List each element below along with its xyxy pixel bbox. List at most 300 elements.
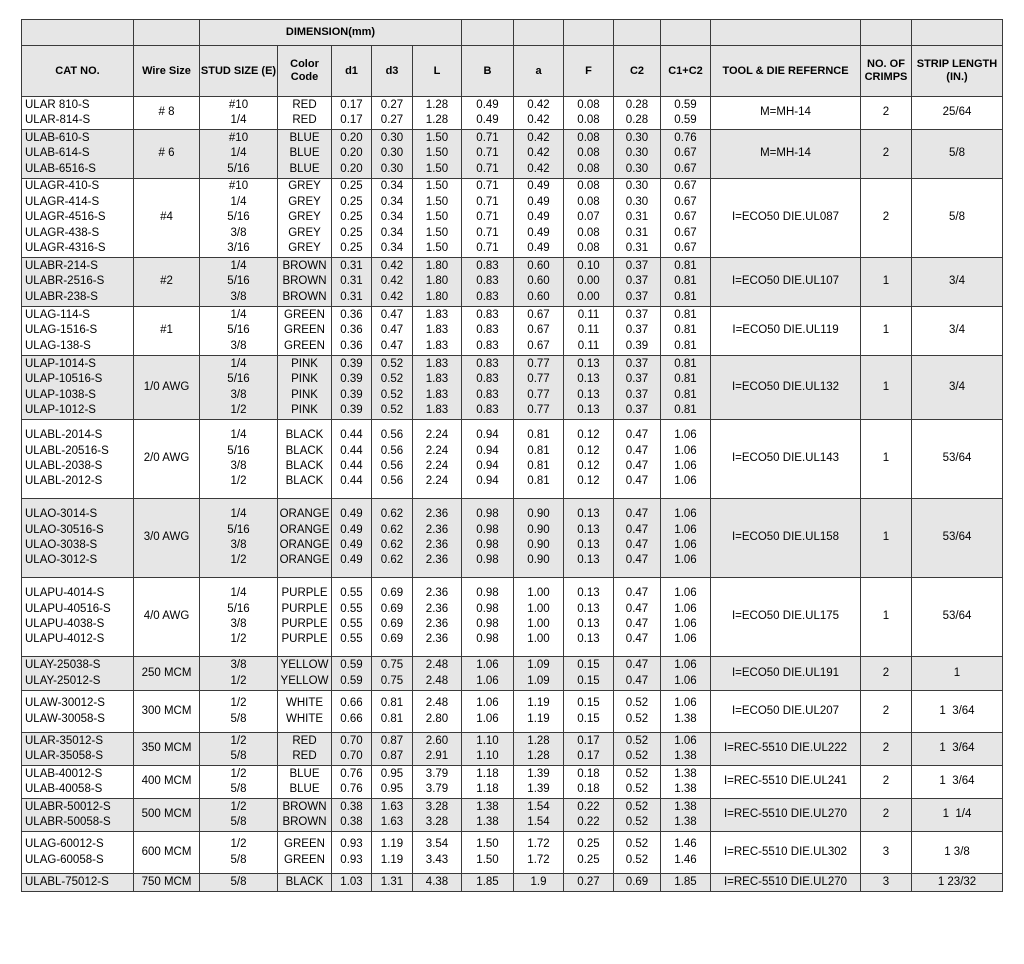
d1-cell-line: 0.36	[340, 339, 363, 352]
b-cell	[462, 420, 514, 499]
c2-cell-line: 0.37	[625, 324, 649, 337]
c1c2-cell-line: 0.81	[674, 388, 697, 401]
b-cell-line: 0.71	[476, 147, 499, 160]
c2-cell-line: 0.37	[625, 357, 649, 370]
cat-no-cell	[22, 130, 134, 179]
a-cell-line: 1.09	[527, 659, 550, 672]
f-cell-line: 0.08	[577, 242, 600, 255]
stud-size-cell	[200, 733, 278, 766]
a-cell-line: 0.77	[527, 373, 550, 386]
a-cell-line: 0.49	[527, 211, 550, 224]
crimps-cell: 2	[861, 766, 912, 799]
l-cell-line: 3.28	[425, 816, 449, 828]
c2-cell-line: 0.30	[625, 180, 649, 193]
cat-no-cell-line: ULABR-50058-S	[25, 816, 111, 828]
b-cell-line: 0.83	[476, 308, 499, 321]
f-cell	[564, 307, 614, 356]
f-cell	[564, 130, 614, 179]
color-code-cell-line: PINK	[291, 357, 318, 370]
c1c2-cell-line: 1.38	[674, 816, 697, 828]
f-cell-line: 0.08	[577, 226, 600, 239]
a-cell-line: 1.72	[527, 853, 550, 866]
d3-cell-line: 0.47	[380, 324, 404, 337]
color-code-cell-line: PURPLE	[281, 618, 328, 630]
c2-cell-line: 0.52	[625, 816, 649, 828]
l-cell-line: 2.24	[425, 444, 449, 457]
strip-length-cell: 53/64	[912, 578, 1003, 657]
a-cell-line: 0.81	[527, 429, 550, 442]
b-cell	[462, 130, 514, 179]
cat-no-cell-line: ULAB-40058-S	[25, 783, 103, 795]
d3-cell	[372, 420, 413, 499]
color-code-cell-line: ORANGE	[279, 554, 330, 567]
f-cell-line: 0.08	[577, 147, 600, 160]
d1-cell-line: 0.17	[340, 114, 363, 126]
a-cell	[514, 799, 564, 832]
cat-no-cell-line: ULAPU-4014-S	[25, 587, 105, 600]
color-code-cell-line: BROWN	[282, 275, 327, 288]
l-cell-line: 1.50	[425, 226, 449, 239]
c1c2-cell-line: 0.81	[674, 324, 697, 337]
c2-cell-line: 0.52	[625, 838, 649, 851]
c2-cell-line: 0.47	[625, 508, 649, 521]
c1c2-cell	[661, 832, 711, 874]
stud-size-cell-line: 1/2	[230, 734, 247, 747]
c1c2-cell-line: 0.67	[674, 226, 697, 239]
strip-length-cell: 1	[912, 657, 1003, 691]
cat-no-cell-line: ULAPU-4038-S	[25, 618, 105, 630]
cat-no-cell-line: ULAG-60012-S	[25, 838, 104, 851]
f-cell-line: 0.18	[577, 783, 600, 795]
header-dimension: DIMENSION(mm)	[200, 20, 462, 46]
cat-no-cell-line: ULAY-25038-S	[25, 659, 101, 672]
f-cell-line: 0.10	[577, 259, 600, 272]
cat-no-cell	[22, 691, 134, 733]
header-d1: d1	[332, 46, 372, 97]
stud-size-cell-line: 5/16	[227, 211, 250, 224]
f-cell-line: 0.13	[577, 618, 600, 630]
wire-size-cell: #4	[134, 179, 200, 258]
d1-cell-line: 0.44	[340, 475, 363, 488]
a-cell	[514, 258, 564, 307]
c2-cell	[614, 733, 661, 766]
a-cell-line: 0.49	[527, 226, 550, 239]
a-cell-line: 0.81	[527, 460, 550, 472]
f-cell	[564, 874, 614, 892]
b-cell	[462, 832, 514, 874]
color-code-cell	[278, 499, 332, 578]
a-cell-line: 0.60	[527, 290, 550, 303]
d3-cell-line: 0.62	[380, 523, 404, 536]
l-cell-line: 1.50	[425, 211, 449, 224]
a-cell-line: 1.54	[527, 800, 550, 813]
c1c2-cell-line: 1.06	[674, 674, 697, 687]
color-code-cell-line: BLACK	[285, 429, 324, 442]
d1-cell-line: 0.44	[340, 444, 363, 457]
color-code-cell	[278, 766, 332, 799]
color-code-cell-line: WHITE	[285, 712, 324, 725]
wire-size-cell: 600 MCM	[134, 832, 200, 874]
crimps-cell: 1	[861, 258, 912, 307]
f-cell-line: 0.13	[577, 357, 600, 370]
d1-cell	[332, 766, 372, 799]
table-row	[22, 657, 1003, 691]
f-cell	[564, 691, 614, 733]
b-cell-line: 0.71	[476, 162, 499, 175]
a-cell-line: 0.90	[527, 539, 550, 551]
l-cell-line: 3.54	[425, 838, 449, 851]
color-code-cell	[278, 179, 332, 258]
c1c2-cell-line: 1.06	[674, 602, 697, 615]
a-cell	[514, 130, 564, 179]
wire-size-cell: 4/0 AWG	[134, 578, 200, 657]
d3-cell-line: 1.19	[380, 853, 404, 866]
c1c2-cell-line: 0.81	[674, 357, 697, 370]
c1c2-cell	[661, 499, 711, 578]
f-cell-line: 0.12	[577, 460, 600, 472]
l-cell-line: 2.48	[425, 659, 449, 672]
strip-length-cell: 1 23/32	[912, 874, 1003, 892]
strip-length-cell: 3/4	[912, 307, 1003, 356]
c1c2-cell-line: 1.06	[674, 554, 697, 567]
d1-cell-line: 0.66	[340, 712, 363, 725]
f-cell-line: 0.12	[577, 444, 600, 457]
f-cell-line: 0.08	[577, 98, 600, 111]
wire-size-cell: #1	[134, 307, 200, 356]
table-row	[22, 578, 1003, 657]
c2-cell-line: 0.37	[625, 373, 649, 386]
a-cell	[514, 733, 564, 766]
b-cell-line: 0.71	[476, 242, 499, 255]
cat-no-cell-line: ULABL-2012-S	[25, 475, 103, 488]
b-cell-line: 0.98	[476, 602, 499, 615]
stud-size-cell	[200, 499, 278, 578]
tool-die-cell: I=ECO50 DIE.UL132	[711, 356, 861, 420]
f-cell-line: 0.00	[577, 275, 600, 288]
header-blank	[514, 20, 564, 46]
a-cell-line: 1.00	[527, 633, 550, 646]
c2-cell	[614, 356, 661, 420]
d1-cell-line: 0.25	[340, 211, 363, 224]
c2-cell	[614, 179, 661, 258]
color-code-cell-line: BROWN	[282, 800, 327, 813]
c2-cell-line: 0.52	[625, 767, 649, 780]
stud-size-cell-line: 1/2	[230, 767, 247, 780]
d1-cell-line: 0.17	[340, 98, 363, 111]
b-cell	[462, 97, 514, 130]
strip-length-cell: 5/8	[912, 179, 1003, 258]
c2-cell-line: 0.52	[625, 853, 649, 866]
cat-no-cell-line: ULABL-2038-S	[25, 460, 103, 472]
color-code-cell-line: GREY	[288, 242, 321, 255]
cat-no-cell-line: ULABR-50012-S	[25, 800, 111, 813]
strip-length-cell: 53/64	[912, 499, 1003, 578]
stud-size-cell-line: #10	[228, 180, 249, 193]
f-cell-line: 0.13	[577, 602, 600, 615]
c1c2-cell-line: 1.85	[674, 875, 697, 888]
a-cell-line: 1.00	[527, 618, 550, 630]
crimps-cell: 2	[861, 799, 912, 832]
f-cell-line: 0.13	[577, 508, 600, 521]
l-cell-line: 1.50	[425, 180, 449, 193]
a-cell-line: 1.54	[527, 816, 550, 828]
wire-size-cell: 750 MCM	[134, 874, 200, 892]
l-cell-line: 2.24	[425, 429, 449, 442]
stud-size-cell-line: 1/2	[230, 697, 247, 710]
b-cell	[462, 691, 514, 733]
spec-table-container	[21, 19, 1003, 892]
stud-size-cell-line: 1/2	[230, 674, 247, 687]
table-row	[22, 874, 1003, 892]
d3-cell-line: 0.62	[380, 539, 404, 551]
c1c2-cell-line: 1.06	[674, 633, 697, 646]
d3-cell-line: 1.63	[380, 800, 404, 813]
b-cell-line: 0.98	[476, 633, 499, 646]
strip-length-cell: 3/4	[912, 356, 1003, 420]
c2-cell-line: 0.52	[625, 697, 649, 710]
color-code-cell-line: GREY	[288, 180, 321, 193]
cat-no-cell-line: ULAR-814-S	[25, 114, 91, 126]
c2-cell-line: 0.30	[625, 131, 649, 144]
f-cell-line: 0.08	[577, 114, 600, 126]
d1-cell-line: 0.59	[340, 659, 363, 672]
d1-cell-line: 0.20	[340, 131, 363, 144]
c2-cell	[614, 499, 661, 578]
d1-cell-line: 0.70	[340, 734, 363, 747]
b-cell-line: 0.98	[476, 554, 499, 567]
d1-cell	[332, 832, 372, 874]
c2-cell	[614, 874, 661, 892]
stud-size-cell	[200, 130, 278, 179]
d3-cell	[372, 499, 413, 578]
b-cell-line: 1.85	[476, 875, 499, 888]
tool-die-cell: I=ECO50 DIE.UL143	[711, 420, 861, 499]
c2-cell-line: 0.28	[625, 98, 649, 111]
header-blank	[22, 20, 134, 46]
d1-cell-line: 0.44	[340, 429, 363, 442]
l-cell-line: 2.24	[425, 460, 449, 472]
a-cell-line: 0.77	[527, 388, 550, 401]
l-cell-line: 2.36	[425, 602, 449, 615]
stud-size-cell-line: 1/4	[230, 308, 247, 321]
l-cell-line: 1.83	[425, 308, 449, 321]
l-cell-line: 2.36	[425, 508, 449, 521]
color-code-cell	[278, 356, 332, 420]
b-cell-line: 0.98	[476, 618, 499, 630]
wire-size-cell: 2/0 AWG	[134, 420, 200, 499]
b-cell-line: 0.71	[476, 226, 499, 239]
d1-cell-line: 0.25	[340, 180, 363, 193]
b-cell	[462, 258, 514, 307]
l-cell-line: 2.60	[425, 734, 449, 747]
cat-no-cell-line: ULAGR-438-S	[25, 226, 100, 239]
b-cell-line: 1.06	[476, 712, 499, 725]
b-cell	[462, 874, 514, 892]
f-cell-line: 0.07	[577, 211, 600, 224]
c2-cell-line: 0.47	[625, 659, 649, 672]
d3-cell-line: 0.27	[380, 98, 404, 111]
cat-no-cell-line: ULABR-238-S	[25, 290, 98, 303]
cat-no-cell-line: ULABL-2014-S	[25, 429, 103, 442]
cat-no-cell-line: ULAP-1012-S	[25, 403, 96, 416]
stud-size-cell-line: 3/8	[230, 659, 247, 672]
color-code-cell	[278, 832, 332, 874]
d3-cell-line: 0.52	[380, 357, 404, 370]
color-code-cell-line: RED	[292, 98, 317, 111]
a-cell-line: 0.90	[527, 523, 550, 536]
d3-cell-line: 0.27	[380, 114, 404, 126]
c2-cell	[614, 657, 661, 691]
b-cell	[462, 499, 514, 578]
f-cell	[564, 420, 614, 499]
tool-die-cell: I=REC-5510 DIE.UL222	[711, 733, 861, 766]
table-row	[22, 799, 1003, 832]
f-cell-line: 0.11	[577, 339, 600, 352]
a-cell-line: 1.09	[527, 674, 550, 687]
a-cell-line: 1.00	[527, 587, 550, 600]
l-cell-line: 2.91	[425, 750, 449, 762]
stud-size-cell-line: 5/16	[227, 162, 250, 175]
stud-size-cell-line: 3/8	[230, 226, 247, 239]
a-cell-line: 0.77	[527, 357, 550, 370]
l-cell-line: 3.79	[425, 767, 449, 780]
d1-cell-line: 0.55	[340, 633, 363, 646]
d1-cell	[332, 733, 372, 766]
l-cell	[413, 733, 462, 766]
c2-cell-line: 0.47	[625, 618, 649, 630]
d3-cell-line: 0.95	[380, 783, 404, 795]
f-cell-line: 0.13	[577, 554, 600, 567]
crimps-cell: 1	[861, 578, 912, 657]
a-cell-line: 0.49	[527, 180, 550, 193]
cat-no-cell-line: ULAPU-4012-S	[25, 633, 105, 646]
d3-cell-line: 0.34	[380, 226, 404, 239]
d1-cell	[332, 799, 372, 832]
l-cell	[413, 307, 462, 356]
f-cell	[564, 578, 614, 657]
table-row	[22, 691, 1003, 733]
d3-cell-line: 0.52	[380, 403, 404, 416]
d1-cell-line: 0.25	[340, 242, 363, 255]
d3-cell-line: 0.69	[380, 587, 404, 600]
header-f: F	[564, 46, 614, 97]
c2-cell-line: 0.30	[625, 162, 649, 175]
cat-no-cell-line: ULAW-30058-S	[25, 712, 105, 725]
b-cell-line: 0.71	[476, 180, 499, 193]
stud-size-cell-line: 3/8	[230, 290, 247, 303]
c1c2-cell	[661, 657, 711, 691]
d3-cell-line: 0.30	[380, 162, 404, 175]
c1c2-cell	[661, 733, 711, 766]
a-cell-line: 0.60	[527, 259, 550, 272]
a-cell-line: 0.67	[527, 324, 550, 337]
cat-no-cell-line: ULAO-3012-S	[25, 554, 98, 567]
d3-cell-line: 0.56	[380, 460, 404, 472]
d3-cell-line: 0.75	[380, 674, 404, 687]
l-cell-line: 2.36	[425, 539, 449, 551]
c1c2-cell	[661, 766, 711, 799]
stud-size-cell-line: 5/8	[230, 712, 247, 725]
table-row	[22, 97, 1003, 130]
stud-size-cell-line: 5/16	[227, 373, 250, 386]
crimps-cell: 2	[861, 130, 912, 179]
cat-no-cell	[22, 799, 134, 832]
d3-cell-line: 0.34	[380, 180, 404, 193]
b-cell-line: 1.38	[476, 800, 499, 813]
b-cell	[462, 578, 514, 657]
stud-size-cell	[200, 799, 278, 832]
a-cell	[514, 874, 564, 892]
c2-cell-line: 0.31	[625, 211, 649, 224]
stud-size-cell-line: 1/4	[230, 259, 247, 272]
d1-cell	[332, 356, 372, 420]
c2-cell-line: 0.47	[625, 602, 649, 615]
stud-size-cell-line: 1/2	[230, 800, 247, 813]
crimps-cell: 2	[861, 97, 912, 130]
l-cell	[413, 130, 462, 179]
l-cell-line: 1.50	[425, 162, 449, 175]
d3-cell-line: 0.56	[380, 429, 404, 442]
color-code-cell-line: GREY	[288, 226, 321, 239]
c1c2-cell-line: 0.81	[674, 259, 697, 272]
f-cell-line: 0.17	[577, 750, 600, 762]
color-code-cell-line: BLUE	[289, 162, 320, 175]
c1c2-cell-line: 1.06	[674, 475, 697, 488]
stud-size-cell-line: 1/4	[230, 147, 247, 160]
stud-size-cell-line: 1/2	[230, 403, 247, 416]
l-cell-line: 1.83	[425, 357, 449, 370]
cat-no-cell-line: ULAG-114-S	[25, 308, 90, 321]
l-cell-line: 1.28	[425, 98, 449, 111]
cat-no-cell-line: ULAGR-410-S	[25, 180, 100, 193]
d1-cell-line: 0.36	[340, 324, 363, 337]
cat-no-cell-line: ULAR-35058-S	[25, 750, 103, 762]
b-cell-line: 1.18	[476, 767, 499, 780]
tool-die-cell: I=ECO50 DIE.UL158	[711, 499, 861, 578]
d3-cell-line: 0.56	[380, 475, 404, 488]
stud-size-cell	[200, 179, 278, 258]
f-cell	[564, 766, 614, 799]
c1c2-cell-line: 1.38	[674, 750, 697, 762]
d3-cell	[372, 733, 413, 766]
a-cell-line: 0.49	[527, 242, 550, 255]
crimps-cell: 2	[861, 733, 912, 766]
stud-size-cell-line: 1/4	[230, 508, 247, 521]
c2-cell-line: 0.28	[625, 114, 649, 126]
b-cell-line: 0.94	[476, 460, 499, 472]
tool-die-cell: I=ECO50 DIE.UL119	[711, 307, 861, 356]
a-cell-line: 0.42	[527, 131, 550, 144]
l-cell-line: 2.48	[425, 697, 449, 710]
color-code-cell	[278, 691, 332, 733]
c1c2-cell-line: 1.06	[674, 618, 697, 630]
crimps-cell: 1	[861, 499, 912, 578]
c1c2-cell-line: 0.81	[674, 290, 697, 303]
stud-size-cell	[200, 97, 278, 130]
stud-size-cell-line: 5/8	[230, 875, 247, 888]
f-cell	[564, 179, 614, 258]
cat-no-cell-line: ULABR-2516-S	[25, 275, 105, 288]
c2-cell-line: 0.31	[625, 242, 649, 255]
a-cell	[514, 691, 564, 733]
a-cell-line: 0.42	[527, 147, 550, 160]
color-code-cell-line: PINK	[291, 403, 318, 416]
c2-cell	[614, 420, 661, 499]
d3-cell-line: 0.42	[380, 275, 404, 288]
table-row	[22, 832, 1003, 874]
d3-cell-line: 0.42	[380, 259, 404, 272]
stud-size-cell	[200, 420, 278, 499]
